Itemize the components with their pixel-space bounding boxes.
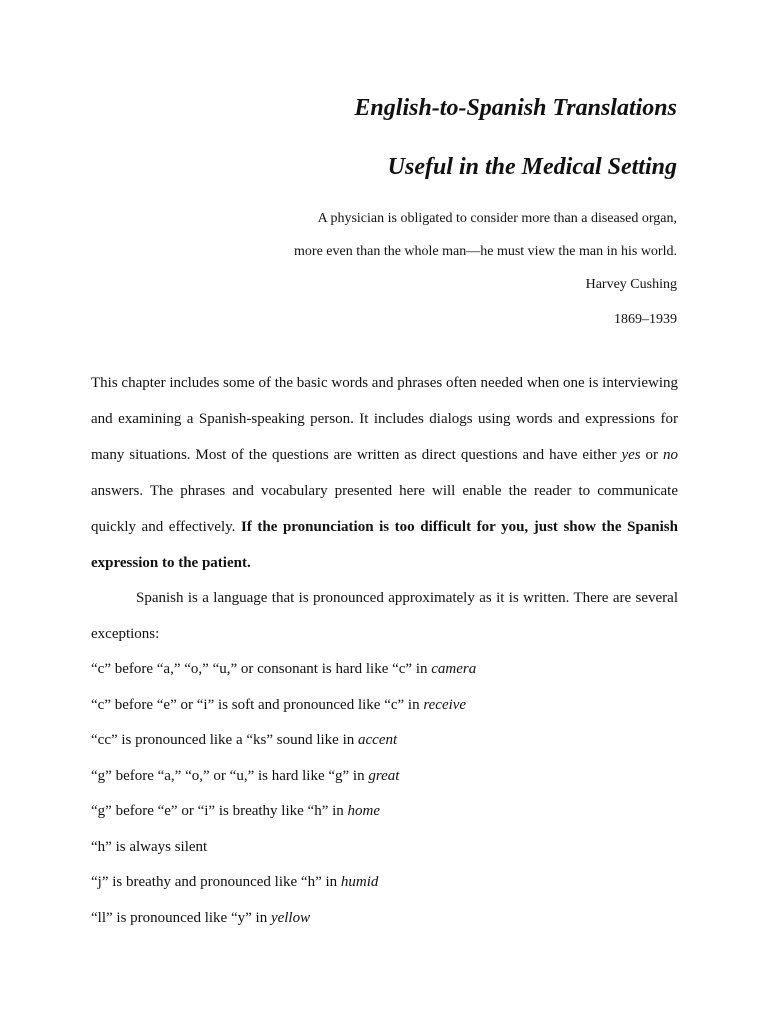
- rule-text: “c” before “a,” “o,” “u,” or consonant is hard like “c” in: [91, 661, 432, 677]
- intro-paragraph: [91, 365, 678, 581]
- no-word: no: [663, 447, 678, 463]
- rule-example: yellow: [270, 910, 311, 926]
- page-title: English-to-Spanish Translations: [354, 95, 677, 121]
- rule-example: great: [368, 768, 400, 784]
- rule-example: humid: [340, 874, 379, 890]
- intro-text: This chapter includes some of the basic words and phrases often needed when one is interviewing and examining a Spanish-speaking person. It includes dialogs using words and expressions for many situations. Most of the questions are written as direct questions and have either: [91, 375, 678, 463]
- rule-example: accent: [358, 732, 398, 748]
- intro-text-2: answers. The phrases and vocabulary presented here will enable the reader to communicate quickly and effectively.: [91, 483, 678, 535]
- rule-text: “ll” is pronounced like “y” in: [91, 910, 271, 926]
- bold-advice: If the pronunciation is too difficult for you, just show the Spanish expression to the patient.: [91, 519, 678, 571]
- pronunciation-rule: [91, 733, 397, 748]
- page-subtitle: Useful in the Medical Setting: [387, 154, 677, 180]
- pronunciation-rule: [91, 875, 378, 890]
- rule-text: “cc” is pronounced like a “ks” sound like in: [91, 732, 358, 748]
- rule-example: camera: [431, 661, 477, 677]
- epigraph-line: A physician is obligated to consider more than a diseased organ,: [317, 211, 677, 226]
- pronunciation-rule: [91, 662, 476, 677]
- pronunciation-rule: [91, 698, 466, 713]
- rule-example: home: [347, 803, 381, 819]
- pronunciation-rule: [91, 804, 380, 819]
- pronunciation-rule: [91, 840, 207, 855]
- rule-text: “h” is always silent: [91, 839, 208, 855]
- or-word: or: [640, 447, 663, 463]
- epigraph-line: more even than the whole man—he must view the man in his world.: [294, 244, 677, 259]
- rule-text: “g” before “a,” “o,” or “u,” is hard like “g” in: [91, 768, 369, 784]
- rule-text: “j” is breathy and pronounced like “h” in: [91, 874, 341, 890]
- pronunciation-rule: [91, 911, 310, 926]
- rule-text: “c” before “e” or “i” is soft and pronounced like “c” in: [91, 697, 424, 713]
- epigraph-years: 1869–1939: [614, 312, 677, 327]
- epigraph-author: Harvey Cushing: [585, 277, 677, 292]
- pronunciation-rule: [91, 769, 399, 784]
- rule-example: receive: [423, 697, 467, 713]
- pronunciation-intro: Spanish is a language that is pronounced approximately as it is written. There are several exceptions:: [91, 590, 678, 642]
- yes-word: yes: [621, 447, 641, 463]
- rule-text: “g” before “e” or “i” is breathy like “h” in: [91, 803, 348, 819]
